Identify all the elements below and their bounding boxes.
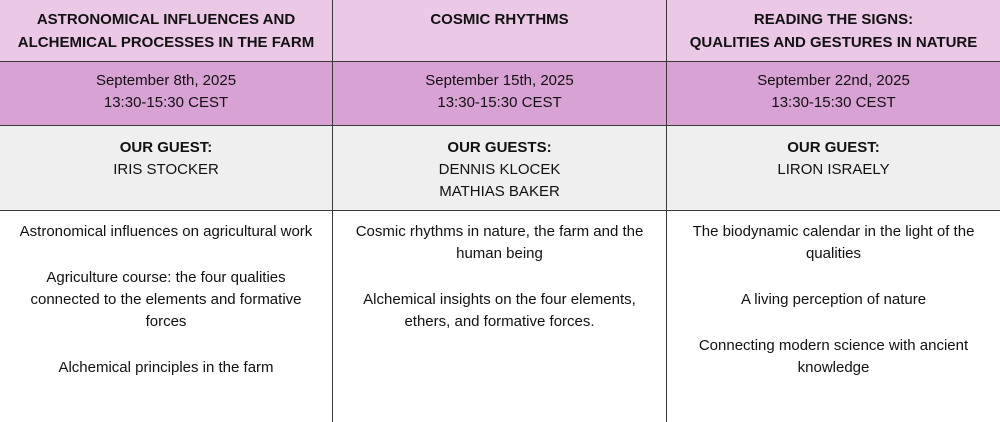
topic-item: A living perception of nature — [740, 291, 927, 308]
session-3-guest-label: OUR GUEST: — [787, 139, 880, 156]
session-2-date: September 15th, 2025 — [425, 72, 574, 89]
topic-item: Agriculture course: the four qualities connected to the elements and formative forces — [30, 269, 302, 330]
topic-item: Cosmic rhythms in nature, the farm and the human being — [355, 223, 644, 262]
session-2-guest-name: MATHIAS BAKER — [439, 183, 560, 200]
session-2-title — [333, 0, 667, 62]
session-2-guest-label: OUR GUESTS: — [447, 139, 552, 156]
session-1-guest-name: IRIS STOCKER — [113, 161, 219, 178]
session-1-date: September 8th, 2025 — [95, 72, 237, 89]
session-3-datetime — [667, 62, 1000, 126]
session-2-topics — [333, 211, 667, 422]
topic-item: Alchemical insights on the four elements, ethers, and formative forces. — [363, 291, 636, 330]
session-3-time: 13:30-15:30 CEST — [771, 94, 896, 111]
session-2-datetime — [333, 62, 667, 126]
session-1-guests — [0, 126, 333, 211]
topic-item: Astronomical influences on agricultural work — [19, 223, 313, 240]
session-3-guest-name: LIRON ISRAELY — [777, 161, 890, 178]
session-3-title-line-1: READING THE SIGNS: — [753, 11, 914, 28]
session-3-guests — [667, 126, 1000, 211]
session-2-title-line-1: COSMIC RHYTHMS — [430, 11, 569, 28]
session-1-topics — [0, 211, 333, 422]
session-1-guest-label: OUR GUEST: — [119, 139, 213, 156]
session-1-title — [0, 0, 333, 62]
session-3-topics — [667, 211, 1000, 422]
session-3-title — [667, 0, 1000, 62]
session-2-time: 13:30-15:30 CEST — [437, 94, 562, 111]
topic-item: Connecting modern science with ancient knowledge — [698, 337, 969, 376]
session-2-guest-name: DENNIS KLOCEK — [438, 161, 561, 178]
topic-item: Alchemical principles in the farm — [58, 359, 274, 376]
session-1-title-line-2: ALCHEMICAL PROCESSES IN THE FARM — [17, 34, 315, 51]
session-3-title-line-2: QUALITIES AND GESTURES IN NATURE — [689, 34, 978, 51]
session-1-time: 13:30-15:30 CEST — [103, 94, 229, 111]
session-2-guests — [333, 126, 667, 211]
session-3-date: September 22nd, 2025 — [757, 72, 910, 89]
session-1-title-line-1: ASTRONOMICAL INFLUENCES AND — [36, 11, 296, 28]
session-1-datetime — [0, 62, 333, 126]
topic-item: The biodynamic calendar in the light of the qualities — [692, 223, 975, 262]
